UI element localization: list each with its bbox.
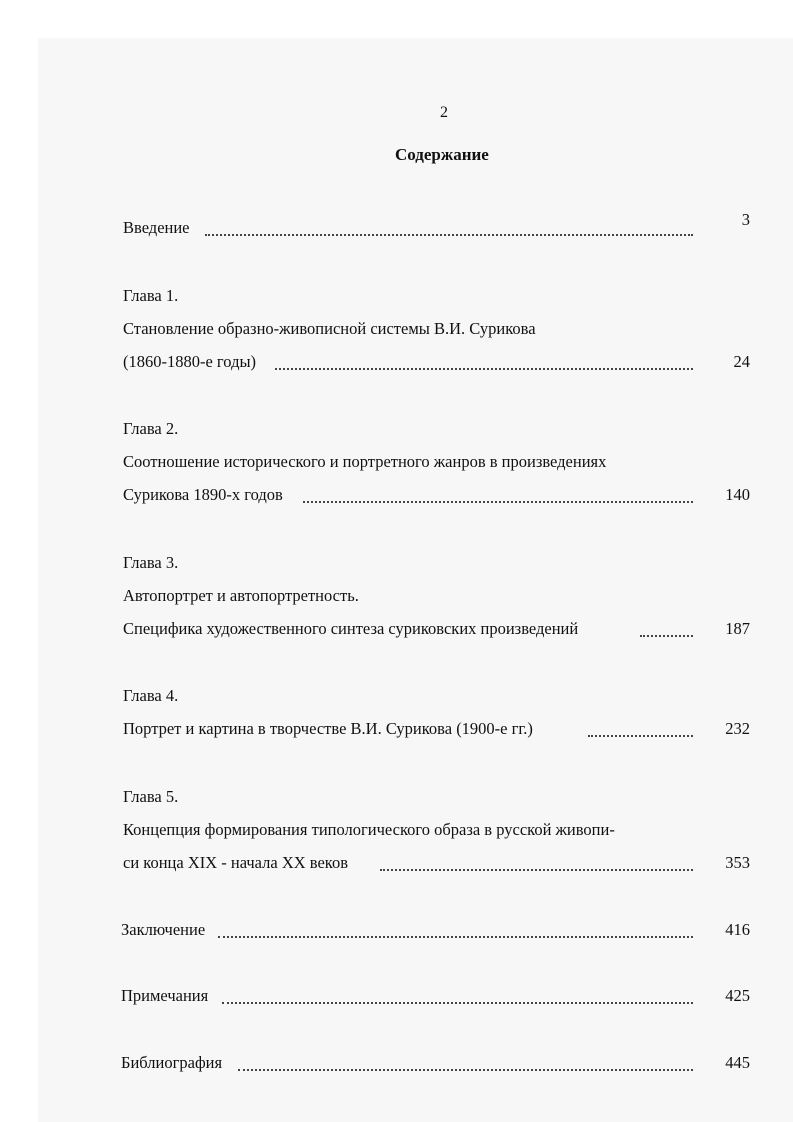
page-number: 2: [440, 104, 448, 121]
toc-ch1-line2: (1860-1880-е годы): [123, 352, 257, 371]
toc-conclusion-label: Заключение: [121, 920, 206, 939]
toc-ch2-line1: Соотношение исторического и портретного жанров в произведениях: [123, 452, 607, 471]
toc-bibliography-leader: [238, 1067, 693, 1071]
toc-conclusion-page: 416: [725, 920, 750, 939]
toc-notes-page: 425: [725, 986, 750, 1005]
toc-ch1-line1: Становление образно-живописной системы В.И. Сурикова: [123, 319, 536, 338]
toc-ch4-page: 232: [725, 719, 750, 738]
toc-ch3-page: 187: [725, 619, 750, 638]
toc-notes-leader: [222, 1000, 693, 1004]
toc-bibliography-page: 445: [725, 1053, 750, 1072]
toc-ch4-line1: Портрет и картина в творчестве В.И. Сурикова (1900-е гг.): [123, 719, 533, 738]
toc-ch1-leader: [275, 366, 693, 370]
toc-ch1-page: 24: [733, 352, 750, 371]
document-page: [38, 38, 793, 1122]
toc-intro-leader: [205, 232, 693, 236]
toc-ch3-line2: Специфика художественного синтеза суриковских произведений: [123, 619, 579, 638]
toc-ch5-line2: си конца XIX - начала XX веков: [123, 853, 349, 872]
toc-ch4-heading: Глава 4.: [123, 686, 179, 705]
toc-ch5-heading: Глава 5.: [123, 787, 179, 806]
toc-ch5-page: 353: [725, 853, 750, 872]
toc-bibliography-label: Библиография: [121, 1053, 223, 1072]
toc-ch1-heading: Глава 1.: [123, 286, 179, 305]
toc-ch3-line1: Автопортрет и автопортретность.: [123, 586, 359, 605]
toc-ch2-leader: [303, 499, 693, 503]
toc-notes-label: Примечания: [121, 986, 209, 1005]
toc-ch2-heading: Глава 2.: [123, 419, 179, 438]
toc-ch5-leader: [380, 867, 693, 871]
toc-ch3-heading: Глава 3.: [123, 553, 179, 572]
page-title: Содержание: [395, 145, 489, 164]
toc-ch2-page: 140: [725, 485, 750, 504]
toc-conclusion-leader: [218, 934, 693, 938]
toc-ch3-leader: [640, 633, 693, 637]
toc-ch2-line2: Сурикова 1890-х годов: [123, 485, 283, 504]
toc-intro-label: Введение: [123, 218, 190, 237]
toc-ch4-leader: [588, 733, 693, 737]
toc-intro-page: 3: [741, 210, 750, 229]
toc-ch5-line1: Концепция формирования типологического образа в русской живопи-: [123, 820, 615, 839]
